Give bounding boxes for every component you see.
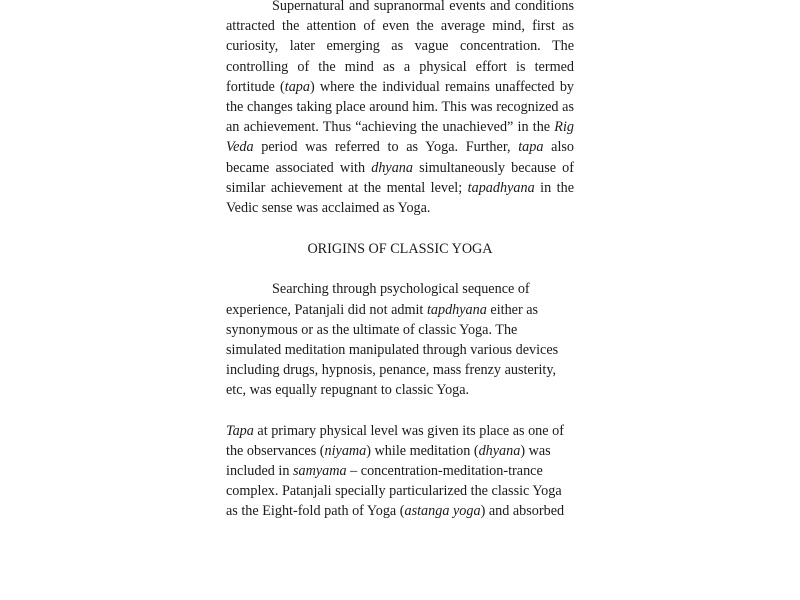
- text-run: ) where the individual remains unaffected by the changes taking place around him. This was recognized as an achievement. Thus “achieving the unachieved” in the: [226, 78, 575, 136]
- text-run: at primary physical level was given its place as one of the observances (: [226, 422, 564, 459]
- italic-term: dhyana: [371, 159, 413, 176]
- paragraph-tapadhyana: [226, 0, 574, 218]
- text-run: period was referred to as Yoga. Further,: [253, 139, 519, 156]
- italic-term: tapa: [518, 139, 544, 156]
- text-run: Searching through psychological sequence of experience, Patanjali did not admit: [226, 281, 530, 318]
- italic-term: astanga yoga: [404, 503, 481, 520]
- text-run: in the Vedic sense was acclaimed as Yoga.: [226, 179, 575, 217]
- italic-term: tapa: [284, 78, 310, 95]
- italic-term: dhyana: [478, 442, 521, 459]
- italic-term: tapadhyana: [467, 179, 535, 196]
- text-run: ) was included in: [226, 442, 551, 480]
- text-run: Supernatural and supranormal events and conditions attracted the attention of even the average mind, first as curiosity, later emerging as vague concentration. The controlling of the mind as a physical effort is termed fortitude (: [226, 0, 574, 95]
- text-run: either as synonymous or as the ultimate of classic Yoga. The simulated meditation manipulated through various devices including drugs, hypnosis, penance, mass frenzy austerity, etc, was equally repugnant to classic Yoga.: [226, 301, 559, 399]
- italic-term: Rig Veda: [226, 119, 574, 156]
- section-heading: ORIGINS OF CLASSIC YOGA: [307, 241, 493, 258]
- text-run: also became associated with: [226, 139, 574, 176]
- paragraph-tapa-niyama: [226, 421, 574, 522]
- text-run: simultaneously because of similar achievement at the mental level;: [226, 159, 574, 196]
- italic-term: Tapa: [226, 422, 254, 439]
- text-run: ) while meditation (: [366, 442, 479, 459]
- italic-term: niyama: [324, 442, 367, 459]
- document-page: [226, 0, 574, 522]
- text-run: – concentration-meditation-trance complex. Patanjali specially particularized the classic Yoga as the Eight-fold path of Yoga (: [226, 463, 562, 520]
- italic-term: tapdhyana: [426, 301, 487, 318]
- paragraph-patanjali: [226, 279, 574, 400]
- text-run: ) and absorbed: [480, 503, 565, 520]
- italic-term: samyama: [292, 463, 347, 480]
